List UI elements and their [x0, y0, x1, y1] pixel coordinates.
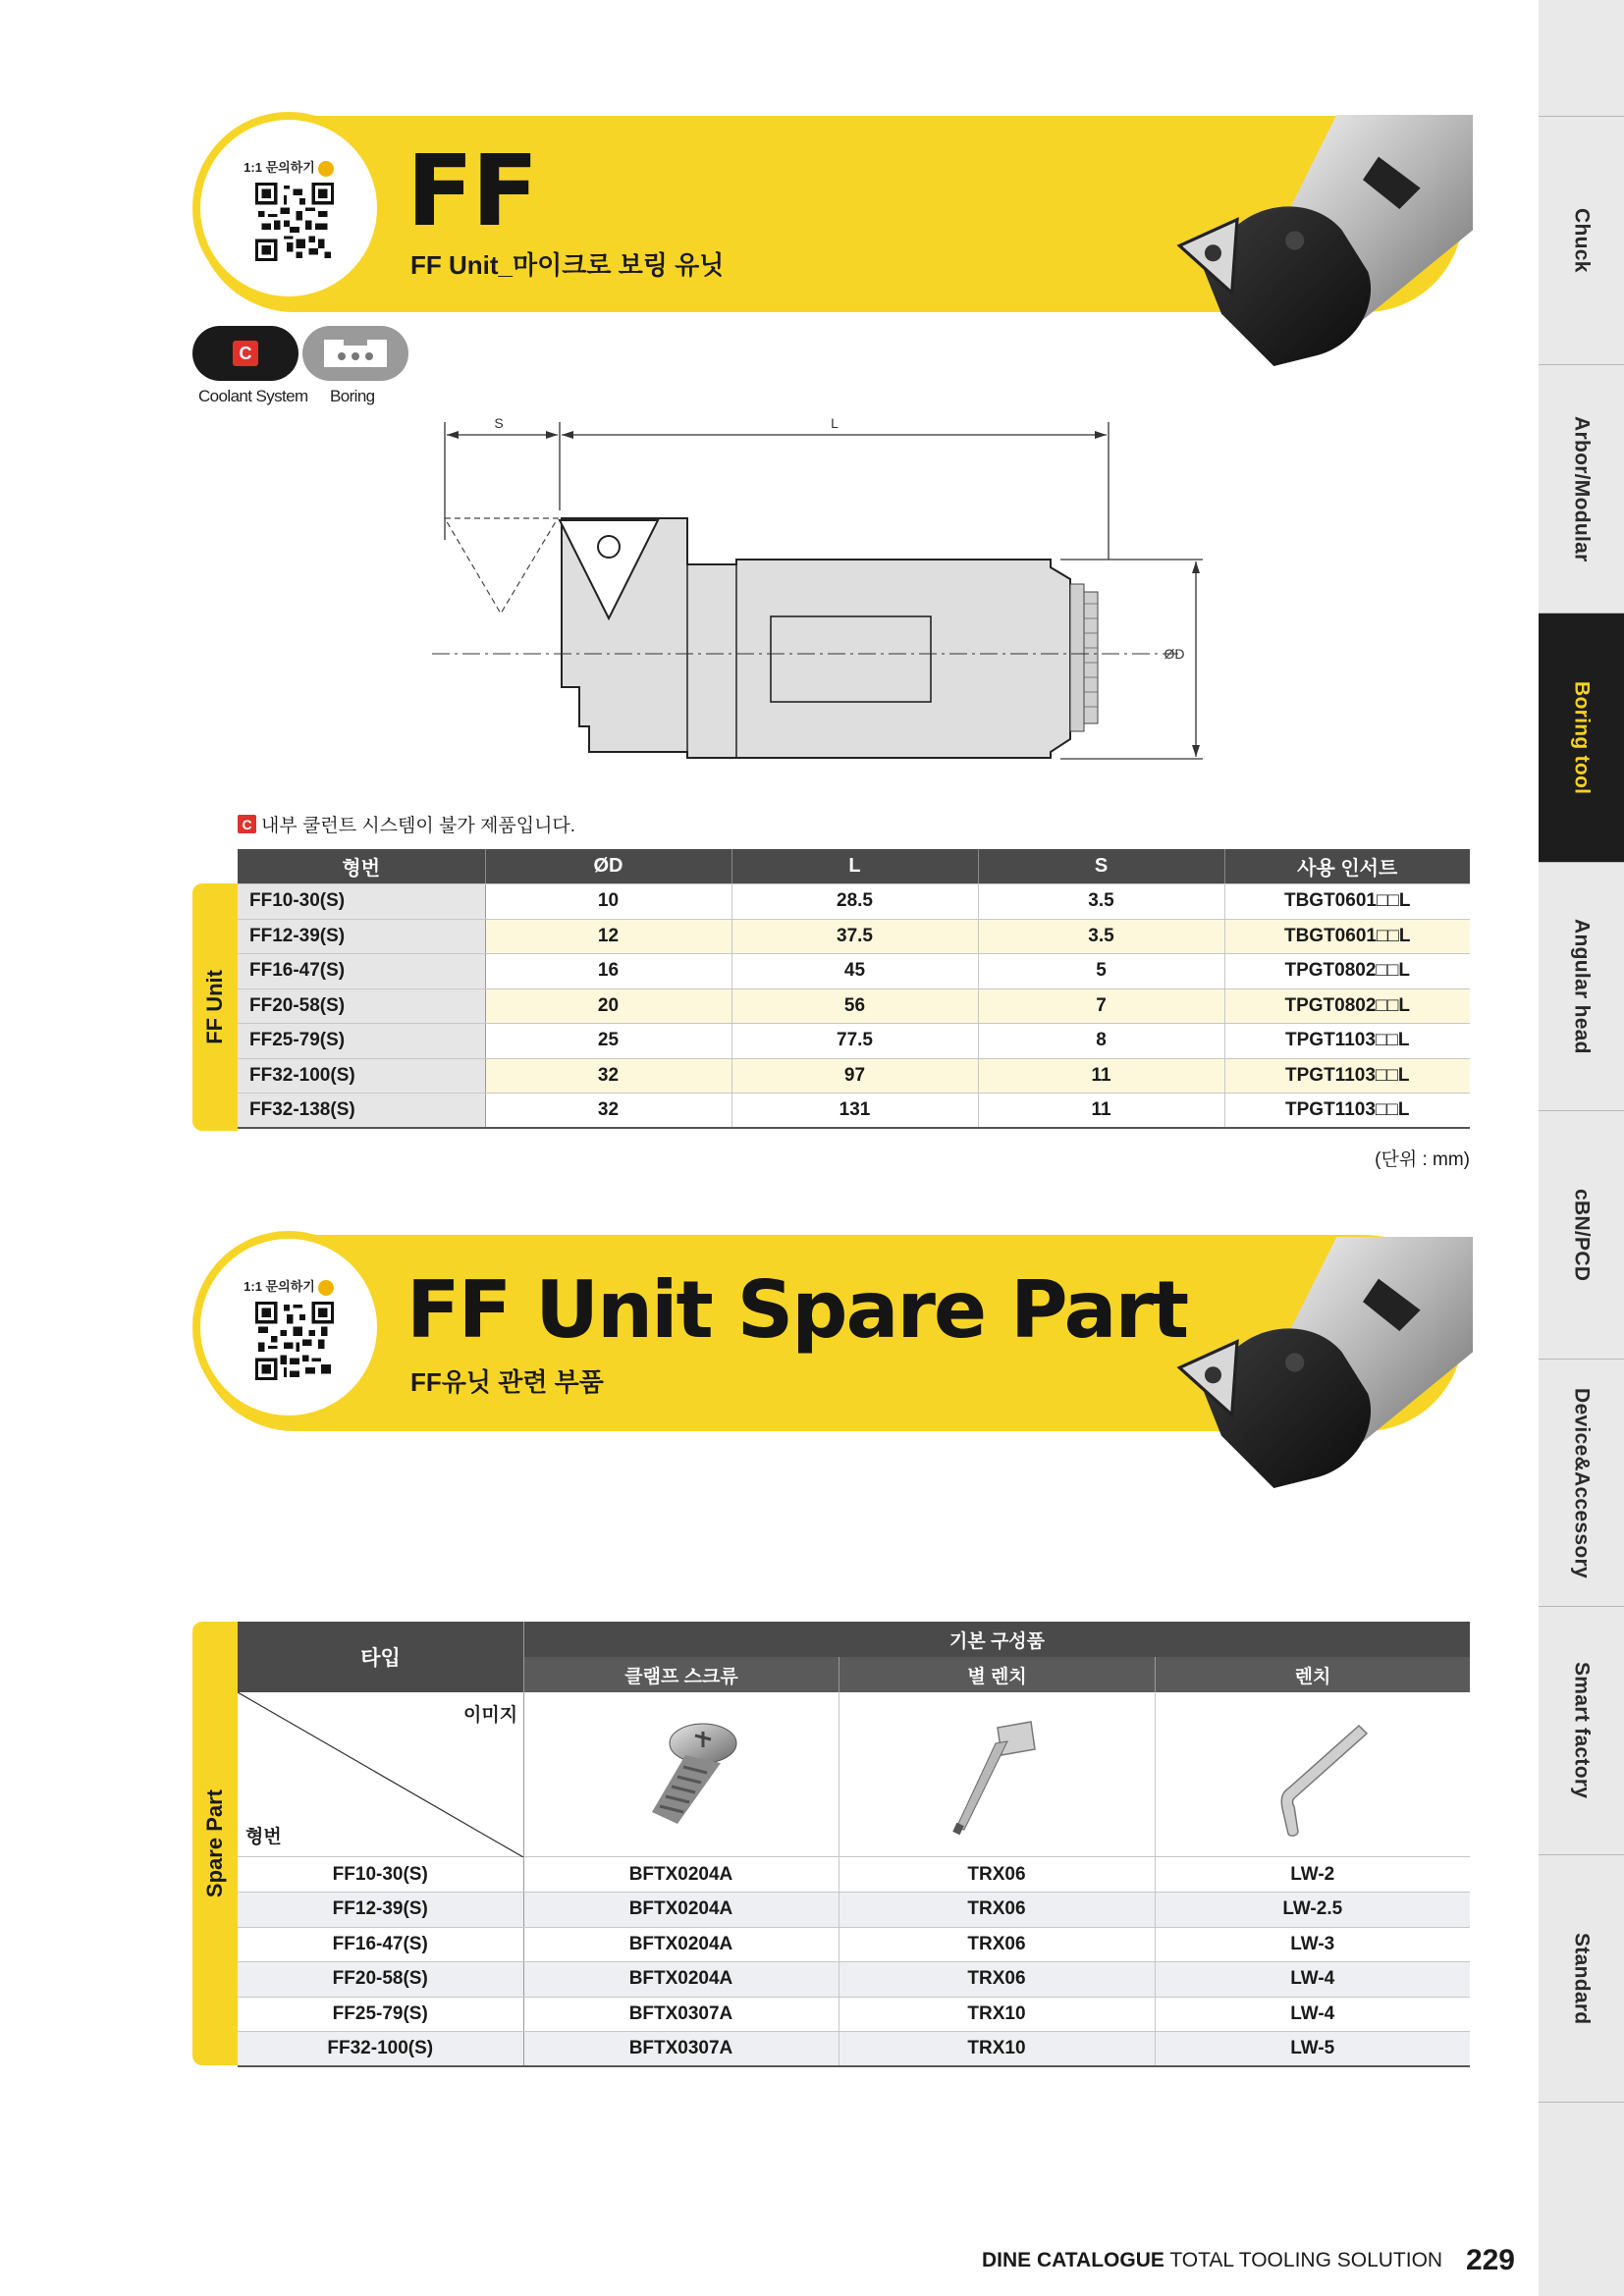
cell-d: 25 [485, 1024, 731, 1059]
cell-s: 3.5 [978, 919, 1224, 954]
tab-label: Device&Accessory [1570, 1387, 1594, 1578]
qr-inquiry-badge[interactable] [192, 1231, 385, 1423]
ff-unit-side-label: FF Unit [192, 883, 238, 1131]
model-label: 형번 [245, 1827, 282, 1847]
section-title: FF Unit Spare Part [406, 1264, 1188, 1356]
table-row [238, 1962, 1470, 1998]
cell-d: 10 [485, 884, 731, 920]
chapter-tabs [1539, 0, 1624, 2296]
table-row [238, 884, 1470, 920]
col-header-insert: 사용 인서트 [1224, 849, 1470, 884]
col-header-wrench: 렌치 [1155, 1657, 1470, 1692]
boring-label: Boring [330, 387, 375, 405]
qr-code-icon [255, 1302, 334, 1380]
qr-caption: 1:1 문의하기 [244, 1279, 315, 1294]
cell-star-wrench: TRX06 [839, 1962, 1155, 1998]
ff-unit-product-image [1159, 110, 1473, 434]
cell-model: FF20-58(S) [238, 1962, 523, 1998]
table-header-row [238, 849, 1470, 884]
coolant-icon: C [233, 341, 258, 366]
table-row [238, 919, 1470, 954]
col-header-clamp-screw: 클램프 스크류 [523, 1657, 839, 1692]
section-subtitle: FF유닛 관련 부품 [410, 1367, 604, 1397]
cell-l: 45 [731, 954, 978, 989]
cell-model: FF25-79(S) [238, 1997, 523, 2032]
col-header-star-wrench: 별 렌치 [839, 1657, 1155, 1692]
tab-label: Smart factory [1570, 1662, 1594, 1799]
col-header-length: L [731, 849, 978, 884]
tab-angular-head[interactable] [1539, 862, 1624, 1110]
tab-label: Boring tool [1570, 680, 1594, 795]
cell-l: 97 [731, 1058, 978, 1094]
dim-l-label: L [831, 415, 839, 431]
cell-l: 56 [731, 988, 978, 1024]
page-number: 229 [1465, 2244, 1515, 2276]
col-header-model: 형번 [238, 849, 485, 884]
col-header-type: 타입 [238, 1622, 523, 1692]
tab-cbn-pcd[interactable] [1539, 1110, 1624, 1359]
cell-clamp-screw: BFTX0204A [523, 1927, 839, 1962]
cell-insert: TBGT0601□□L [1224, 919, 1470, 954]
table-row [238, 1857, 1470, 1893]
table-row [238, 1927, 1470, 1962]
coolant-system-label: Coolant System [198, 387, 308, 405]
qr-inquiry-badge[interactable] [192, 112, 385, 304]
boring-icon [316, 336, 395, 371]
cell-insert: TPGT0802□□L [1224, 954, 1470, 989]
tab-label: Angular head [1570, 919, 1594, 1054]
cell-d: 16 [485, 954, 731, 989]
section-subtitle: FF Unit_마이크로 보링 유닛 [410, 250, 725, 280]
tab-label: Arbor/Modular [1570, 415, 1594, 562]
cell-l: 28.5 [731, 884, 978, 920]
cell-model: FF20-58(S) [238, 988, 485, 1024]
cell-s: 5 [978, 954, 1224, 989]
cell-d: 32 [485, 1094, 731, 1129]
chat-icon [318, 1280, 334, 1296]
cell-clamp-screw: BFTX0204A [523, 1893, 839, 1928]
ff-unit-technical-drawing [0, 393, 1624, 785]
note-text: 내부 쿨런트 시스템이 불가 제품입니다. [261, 816, 576, 836]
tab-label: cBN/PCD [1570, 1188, 1594, 1282]
cell-insert: TBGT0601□□L [1224, 884, 1470, 920]
cell-model: FF32-100(S) [238, 1058, 485, 1094]
cell-star-wrench: TRX06 [839, 1857, 1155, 1893]
star-wrench-image [939, 1714, 1056, 1842]
table-row [238, 1058, 1470, 1094]
dim-d-label: ØD [1164, 646, 1185, 662]
tab-chuck[interactable] [1539, 116, 1624, 364]
cell-s: 8 [978, 1024, 1224, 1059]
ff-unit-spec-table [238, 849, 1470, 1129]
cell-model: FF25-79(S) [238, 1024, 485, 1059]
footer-tagline: TOTAL TOOLING SOLUTION [1169, 2249, 1443, 2271]
cell-l: 37.5 [731, 919, 978, 954]
coolant-icon: C [238, 815, 256, 833]
unit-note: (단위 : mm) [1375, 1149, 1470, 1170]
tab-label: Standard [1570, 1932, 1594, 2025]
cell-wrench: LW-2 [1155, 1857, 1470, 1893]
cell-model: FF16-47(S) [238, 1927, 523, 1962]
cell-star-wrench: TRX06 [839, 1893, 1155, 1928]
cell-s: 11 [978, 1058, 1224, 1094]
cell-clamp-screw: BFTX0204A [523, 1962, 839, 1998]
cell-wrench: LW-4 [1155, 1997, 1470, 2032]
footer-brand: DINE CATALOGUE [982, 2249, 1164, 2271]
cell-insert: TPGT0802□□L [1224, 988, 1470, 1024]
cell-l: 77.5 [731, 1024, 978, 1059]
cell-wrench: LW-3 [1155, 1927, 1470, 1962]
clamp-screw-image [626, 1716, 744, 1834]
coolant-note [238, 811, 575, 837]
cell-s: 3.5 [978, 884, 1224, 920]
dim-s-label: S [494, 415, 504, 431]
table-row [238, 988, 1470, 1024]
tab-standard[interactable] [1539, 1854, 1624, 2103]
boring-badge [302, 326, 408, 381]
image-row [238, 1692, 1470, 1857]
tab-device-accessory[interactable] [1539, 1359, 1624, 1606]
cell-d: 20 [485, 988, 731, 1024]
cell-clamp-screw: BFTX0307A [523, 1997, 839, 2032]
cell-wrench: LW-4 [1155, 1962, 1470, 1998]
cell-d: 12 [485, 919, 731, 954]
section-title: FF [406, 133, 537, 248]
cell-clamp-screw: BFTX0204A [523, 1857, 839, 1893]
table-row [238, 1893, 1470, 1928]
l-wrench-image [1253, 1714, 1371, 1842]
cell-l: 131 [731, 1094, 978, 1129]
cell-model: FF32-100(S) [238, 2032, 523, 2067]
cell-insert: TPGT1103□□L [1224, 1058, 1470, 1094]
ff-unit-spare-product-image [1159, 1232, 1473, 1556]
cell-model: FF10-30(S) [238, 1857, 523, 1893]
spare-part-table [238, 1857, 1470, 2067]
tab-label: Chuck [1570, 208, 1594, 273]
image-label: 이미지 [463, 1705, 518, 1726]
cell-model: FF32-138(S) [238, 1094, 485, 1129]
col-header-diameter: ØD [485, 849, 731, 884]
col-header-group: 기본 구성품 [523, 1622, 1470, 1657]
tab-smart-factory[interactable] [1539, 1606, 1624, 1854]
cell-wrench: LW-2.5 [1155, 1893, 1470, 1928]
cell-model: FF12-39(S) [238, 1893, 523, 1928]
col-header-s: S [978, 849, 1224, 884]
table-row [238, 1024, 1470, 1059]
cell-star-wrench: TRX10 [839, 1997, 1155, 2032]
cell-s: 7 [978, 988, 1224, 1024]
cell-model: FF12-39(S) [238, 919, 485, 954]
cell-insert: TPGT1103□□L [1224, 1094, 1470, 1129]
spare-part-side-label: Spare Part [192, 1622, 238, 2065]
table-row [238, 1094, 1470, 1129]
chat-icon [318, 161, 334, 177]
cell-star-wrench: TRX06 [839, 1927, 1155, 1962]
table-row [238, 1997, 1470, 2032]
qr-caption: 1:1 문의하기 [244, 160, 315, 175]
cell-wrench: LW-5 [1155, 2032, 1470, 2067]
cell-model: FF10-30(S) [238, 884, 485, 920]
cell-s: 11 [978, 1094, 1224, 1129]
cell-d: 32 [485, 1058, 731, 1094]
cell-insert: TPGT1103□□L [1224, 1024, 1470, 1059]
table-row [238, 954, 1470, 989]
cell-clamp-screw: BFTX0307A [523, 2032, 839, 2067]
coolant-system-badge [192, 326, 298, 381]
qr-code-icon [255, 183, 334, 261]
page-footer [982, 2244, 1515, 2277]
cell-star-wrench: TRX10 [839, 2032, 1155, 2067]
table-row [238, 2032, 1470, 2067]
cell-model: FF16-47(S) [238, 954, 485, 989]
